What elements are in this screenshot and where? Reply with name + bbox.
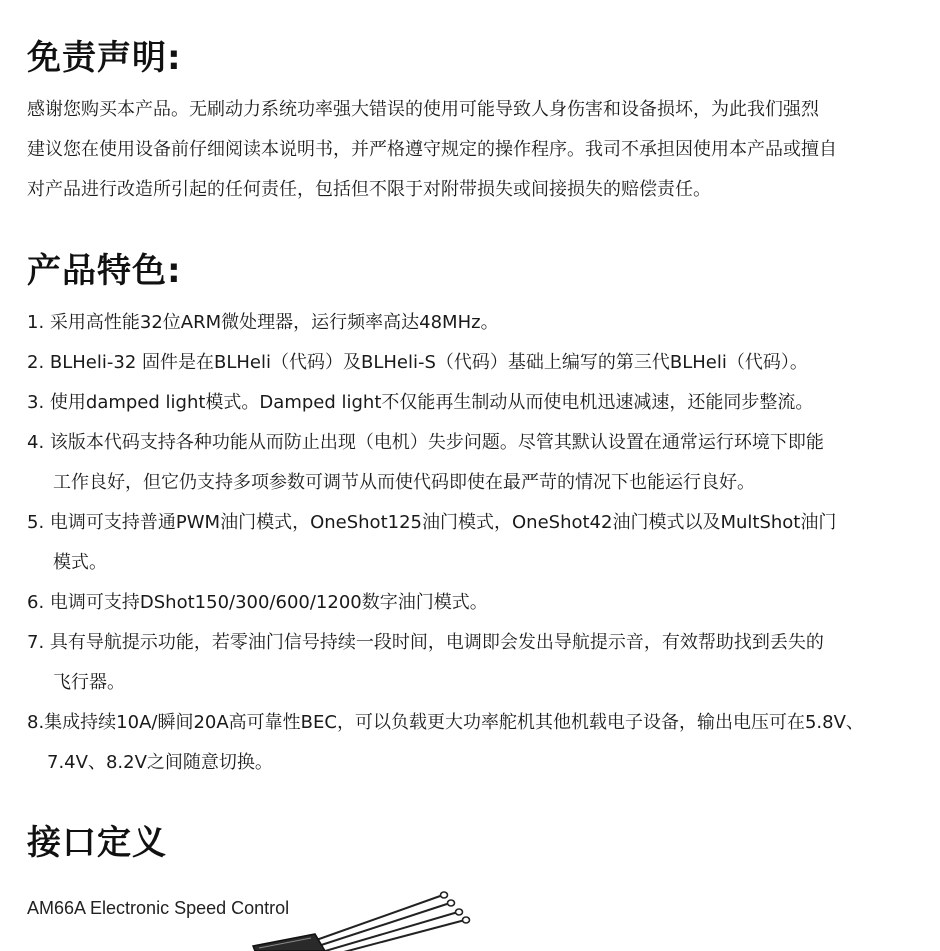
feature-item-1: 1. 采用高性能32位ARM微处理器，运行频率高达48MHz。	[27, 312, 499, 333]
disclaimer-paragraph	[27, 90, 927, 210]
disclaimer-line: 对产品进行改造所引起的任何责任，包括但不限于对附带损失或间接损失的赔偿责任。	[27, 179, 711, 200]
feature-item-8-continued: 7.4V、8.2V之间随意切换。	[47, 752, 273, 773]
interface-heading: 接口定义	[27, 823, 167, 863]
features-heading: 产品特色:	[27, 251, 182, 291]
disclaimer-line: 建议您在使用设备前仔细阅读本说明书，并严格遵守规定的操作程序。我司不承担因使用本产品或擅自	[27, 139, 837, 160]
feature-item-4: 4. 该版本代码支持各种功能从而防止出现（电机）失步问题。尽管其默认设置在通常运行环境下即能	[27, 432, 824, 453]
esc-wire	[315, 912, 458, 951]
esc-caption: AM66A Electronic Speed Control	[27, 898, 290, 918]
esc-diagram	[245, 888, 480, 951]
disclaimer-line: 感谢您购买本产品。无刷动力系统功率强大错误的使用可能导致人身伤害和设备损坏，为此我们强烈	[27, 99, 819, 120]
feature-item-7: 7. 具有导航提示功能，若零油门信号持续一段时间，电调即会发出导航提示音，有效帮助找到丢失的	[27, 632, 824, 653]
feature-item-6: 6. 电调可支持DShot150/300/600/1200数字油门模式。	[27, 592, 488, 613]
feature-item-8: 8.集成持续10A/瞬间20A高可靠性BEC，可以负载更大功率舵机其他机载电子设备，输出电压可在5.8V、	[27, 712, 864, 733]
disclaimer-heading: 免责声明:	[27, 38, 182, 78]
feature-item-2: 2. BLHeli-32 固件是在BLHeli（代码）及BLHeli-S（代码）基础上编写的第三代BLHeli（代码）。	[27, 352, 808, 373]
feature-item-5-continued: 模式。	[53, 552, 107, 573]
feature-item-4-continued: 工作良好，但它仍支持多项参数可调节从而使代码即使在最严苛的情况下也能运行良好。	[53, 472, 755, 493]
features-list	[27, 303, 927, 783]
feature-item-5: 5. 电调可支持普通PWM油门模式，OneShot125油门模式，OneShot42油门模式以及MultShot油门	[27, 512, 837, 533]
feature-item-7-continued: 飞行器。	[53, 672, 125, 693]
feature-item-3: 3. 使用damped light模式。Damped light不仅能再生制动从而使电机迅速减速，还能同步整流。	[27, 392, 814, 413]
